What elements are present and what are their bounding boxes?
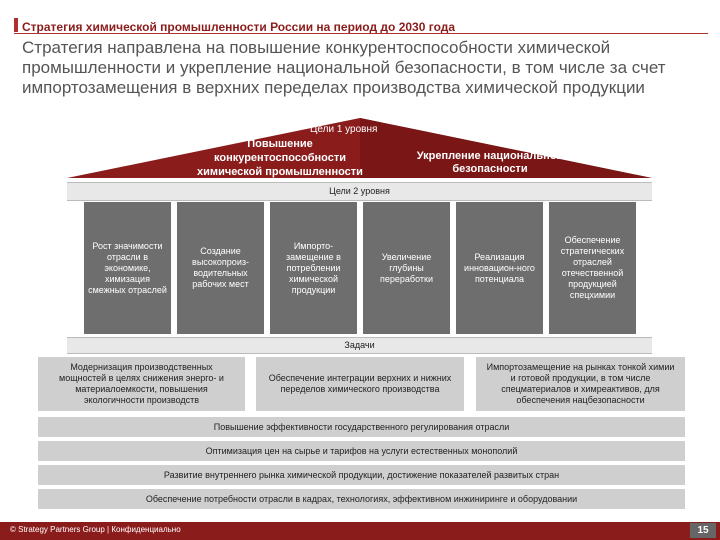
foundation-domestic-market: Развитие внутреннего рынка химической продукции, достижение показателей развитых стран xyxy=(38,465,685,485)
foundation-regulation: Повышение эффективности государственного регулирования отрасли xyxy=(38,417,685,437)
level1-label: Цели 1 уровня xyxy=(310,124,378,135)
page-title: Стратегия химической промышленности России на период до 2030 года xyxy=(22,20,456,34)
pillar-processing-depth: Увеличение глубины переработки xyxy=(363,202,450,334)
pillar-industry-growth: Рост значимости отрасли в экономике, химизация смежных отраслей xyxy=(84,202,171,334)
pillar-special-chemistry: Обеспечение стратегических отраслей отечественной продукцией спецхимии xyxy=(549,202,636,334)
task-import-substitution: Импортозамещение на рынках тонкой химии и готовой продукции, в том числе спецматериалов и химреактивов, для обеспечения нацбезопасности xyxy=(476,357,685,411)
page-number: 15 xyxy=(690,523,716,538)
pillar-import-substitution: Импорто-замещение в потреблении химической продукции xyxy=(270,202,357,334)
page-subtitle: Стратегия направлена на повышение конкурентоспособности химической промышленности и укрепление национальной безопасности, в том числе за счет импортозамещения в верхних переделах производства химической продукции xyxy=(22,38,666,97)
task-modernization: Модернизация производственных мощностей в целях снижения энерго- и материалоемкости, повышения экологичности производств xyxy=(38,357,245,411)
level2-label: Цели 2 уровня xyxy=(67,182,652,201)
foundation-prices: Оптимизация цен на сырье и тарифов на услуги естественных монополий xyxy=(38,441,685,461)
pillar-jobs: Создание высокопроиз-водительных рабочих мест xyxy=(177,202,264,334)
tasks-label: Задачи xyxy=(67,337,652,354)
goal-competitiveness: Повышение конкурентоспособности химической промышленности xyxy=(197,138,363,178)
task-integration: Обеспечение интеграции верхних и нижних переделов химического производства xyxy=(256,357,464,411)
footer-copyright: © Strategy Partners Group | Конфиденциально xyxy=(10,525,181,534)
foundation-resources: Обеспечение потребности отрасли в кадрах, технологиях, эффективном инжиниринге и оборудовании xyxy=(38,489,685,509)
pillar-innovation: Реализация инновацион-ного потенциала xyxy=(456,202,543,334)
goal-security: Укрепление национальной безопасности xyxy=(416,150,564,175)
